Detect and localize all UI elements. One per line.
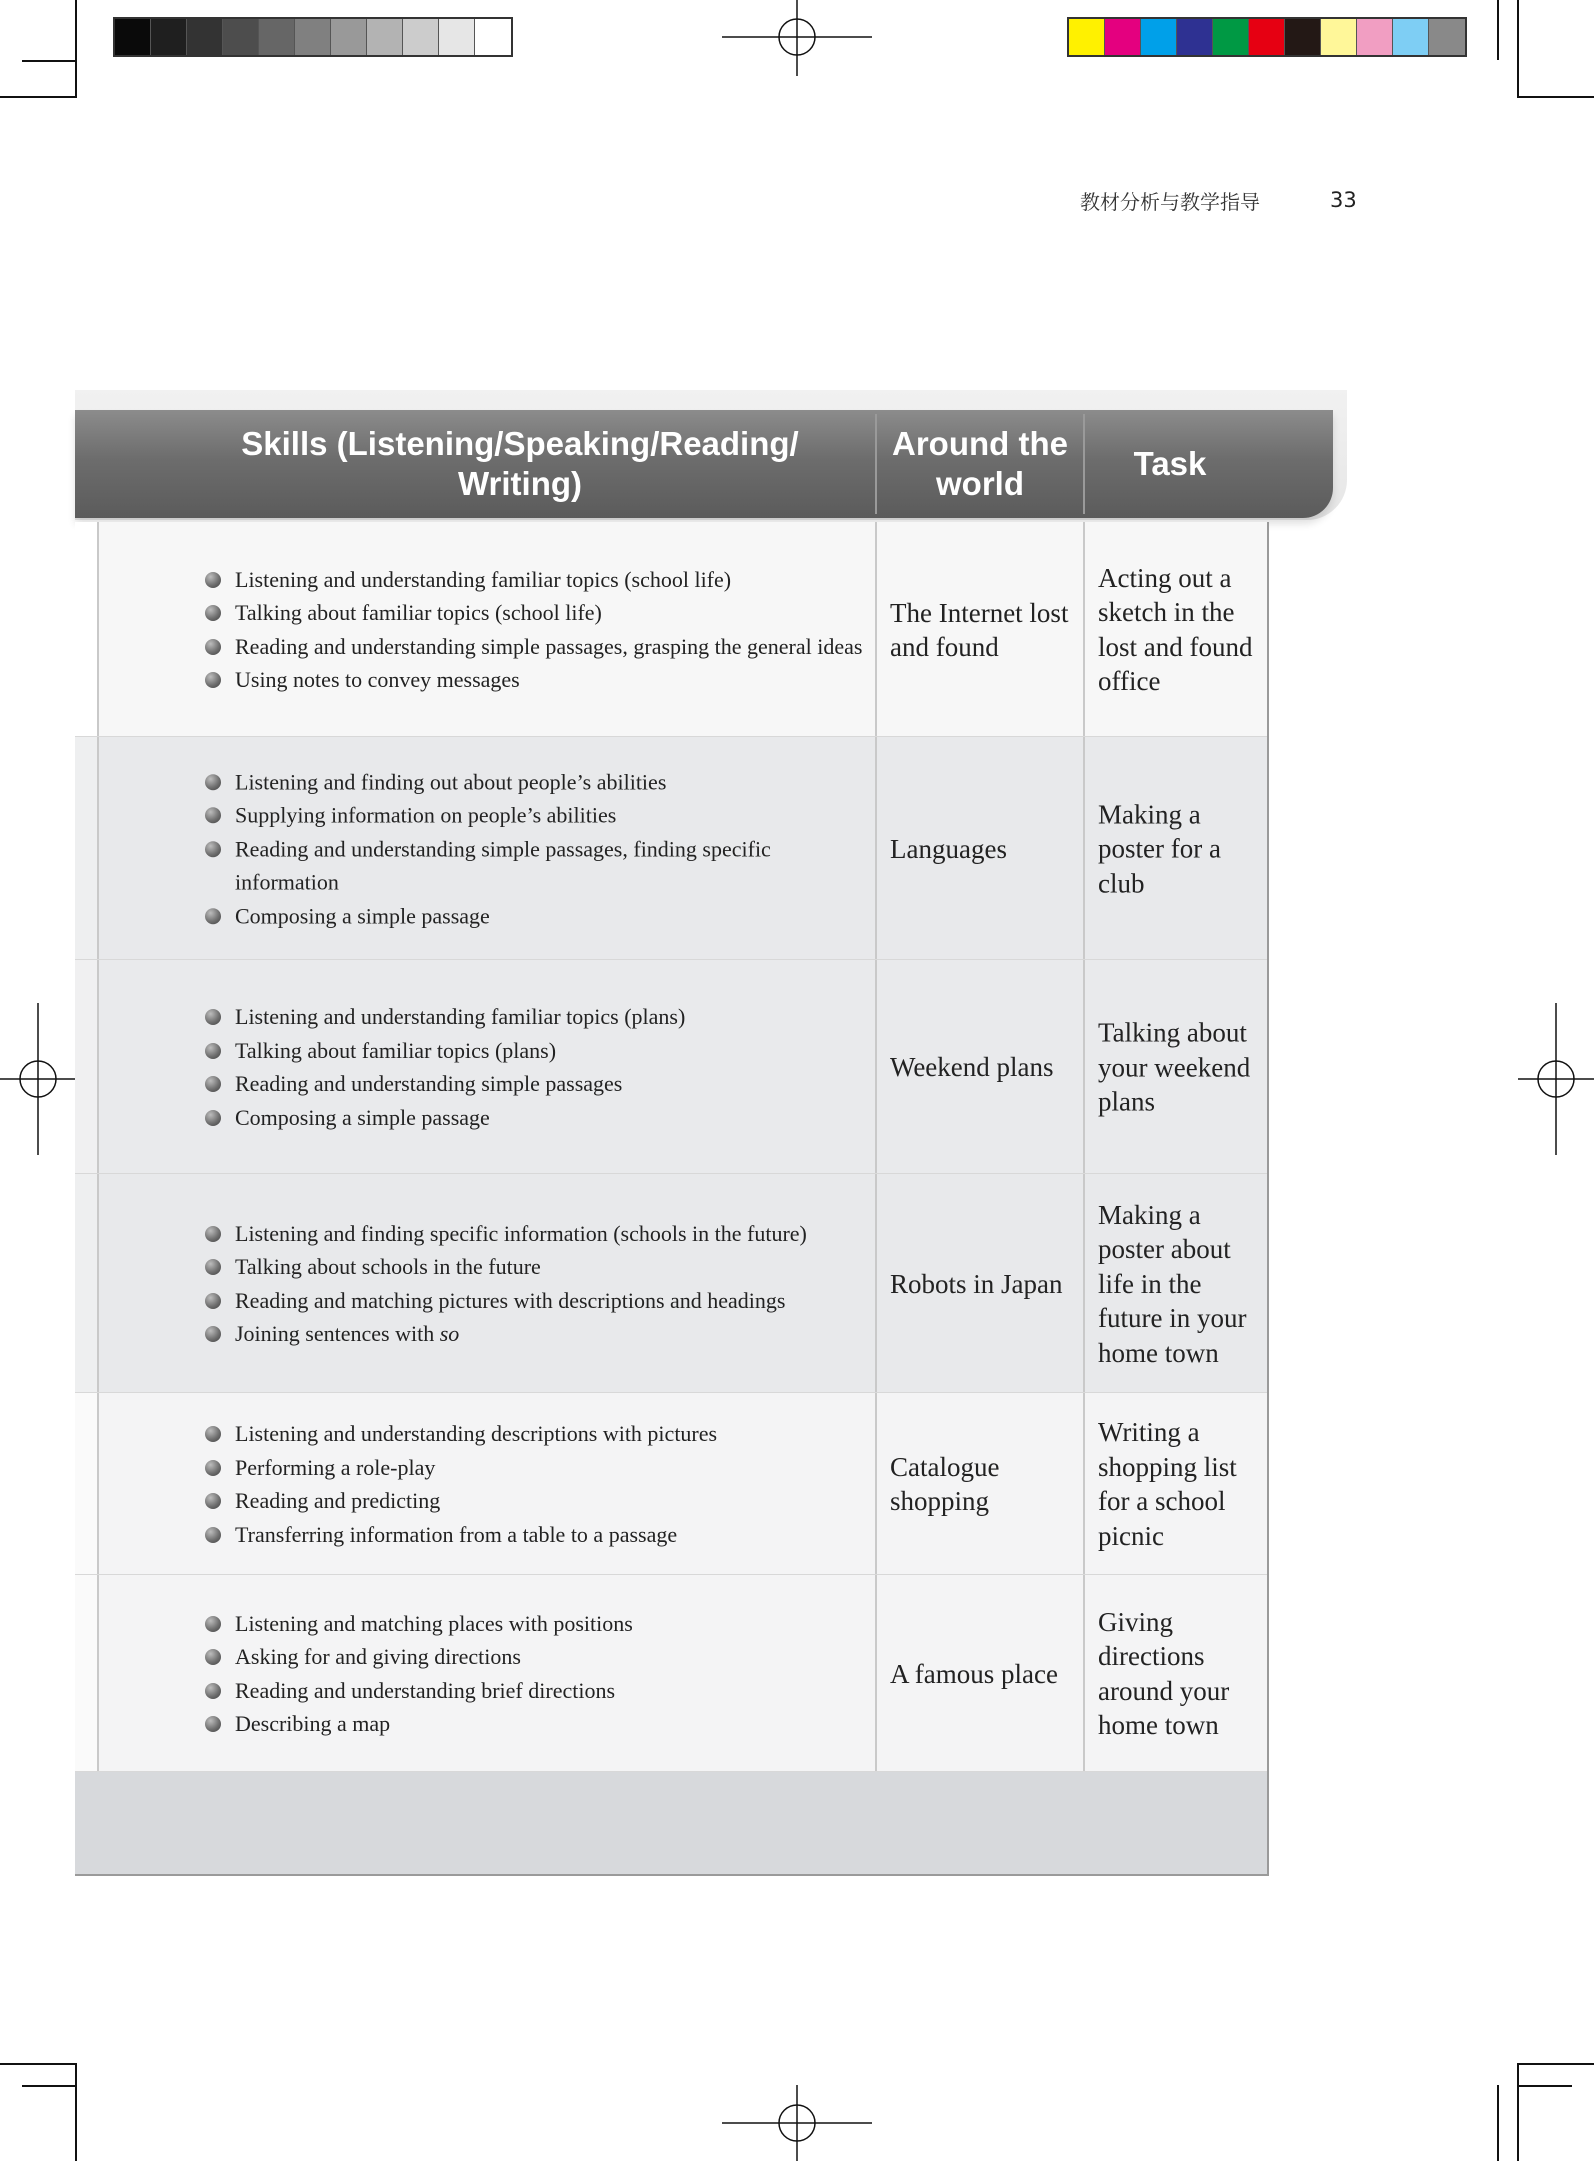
color-swatch — [1393, 19, 1429, 55]
bullet-icon — [205, 605, 221, 621]
gray-swatch — [259, 19, 295, 55]
table-row — [75, 1393, 1267, 1575]
skill-item — [205, 630, 865, 664]
skill-item — [205, 1451, 865, 1485]
gray-swatch — [223, 19, 259, 55]
skill-text: Listening and understanding descriptions with pictures — [235, 1421, 718, 1446]
around-the-world-cell: A famous place — [890, 1658, 1058, 1689]
row-margin — [75, 960, 97, 1174]
bullet-icon — [205, 1716, 221, 1732]
skill-item — [205, 596, 865, 630]
skill-text: Describing a map — [235, 1711, 391, 1736]
cell-divider — [97, 1393, 99, 1575]
task-cell: Talking about your weekend plans — [1098, 1017, 1251, 1117]
bullet-icon — [205, 1259, 221, 1275]
cell-divider — [97, 522, 99, 737]
skill-text: Joining sentences with so — [235, 1321, 460, 1346]
skill-item — [205, 1417, 865, 1451]
skill-text: Listening and understanding familiar topics (school life) — [235, 566, 732, 592]
color-swatch — [1069, 19, 1105, 55]
cell-divider — [875, 737, 877, 960]
skill-item — [205, 798, 865, 832]
skill-item — [205, 1000, 865, 1034]
cell-divider — [75, 1771, 1267, 1772]
color-swatch — [1249, 19, 1285, 55]
color-swatch — [1177, 19, 1213, 55]
skill-item — [205, 1101, 865, 1135]
bullet-icon — [205, 841, 221, 857]
skills-list — [205, 1000, 865, 1134]
emphasis: so — [439, 1321, 460, 1346]
task-cell: Writing a shopping list for a school picnic — [1098, 1417, 1237, 1551]
skill-text: Using notes to convey messages — [235, 667, 520, 692]
cell-divider — [875, 1575, 877, 1772]
color-swatch — [1357, 19, 1393, 55]
bullet-icon — [205, 572, 221, 588]
skill-item — [205, 1284, 865, 1318]
registration-mark-bottom — [722, 2085, 872, 2161]
skill-text: Listening and matching places with positions — [235, 1610, 633, 1636]
row-margin — [75, 522, 97, 737]
row-margin — [75, 737, 97, 960]
cell-divider — [1083, 1174, 1085, 1393]
gray-swatch — [439, 19, 475, 55]
header-divider — [1083, 414, 1085, 514]
gray-swatch — [151, 19, 187, 55]
table-row — [75, 522, 1267, 737]
registration-mark-right — [1518, 1003, 1594, 1155]
skill-text: Composing a simple passage — [235, 902, 490, 928]
bullet-icon — [205, 1493, 221, 1509]
task-cell: Making a poster about life in the future in your home town — [1098, 1199, 1247, 1368]
task-cell: Making a poster for a club — [1098, 798, 1221, 898]
cell-divider — [97, 1174, 99, 1393]
gray-swatch — [331, 19, 367, 55]
header-task: Task — [1133, 445, 1207, 482]
registration-mark-top — [722, 0, 872, 76]
bullet-icon — [205, 774, 221, 790]
bullet-icon — [205, 672, 221, 688]
skill-text: Reading and understanding brief directions — [235, 1677, 616, 1703]
bullet-icon — [205, 1426, 221, 1442]
header-around-the-world: Around the world — [892, 425, 1068, 502]
skill-item — [205, 899, 865, 933]
skill-text: Talking about familiar topics (school life) — [235, 600, 602, 625]
header-skills: Skills (Listening/Speaking/Reading/ Writing) — [241, 425, 799, 502]
row-margin — [75, 1575, 97, 1772]
row-margin — [75, 1174, 97, 1393]
gray-swatch — [475, 19, 511, 55]
skill-text: Reading and understanding simple passages, grasping the general ideas — [235, 633, 863, 659]
skill-item — [205, 1707, 865, 1741]
skill-item — [205, 1607, 865, 1641]
color-swatch — [1213, 19, 1249, 55]
gray-swatch — [367, 19, 403, 55]
bullet-icon — [205, 908, 221, 924]
cell-divider — [1083, 1575, 1085, 1772]
task-cell: Acting out a sketch in the lost and found office — [1098, 562, 1253, 696]
skills-list — [205, 765, 865, 933]
skill-text: Reading and understanding simple passages — [235, 1071, 623, 1096]
registration-mark-left — [0, 1003, 76, 1155]
skill-text: Performing a role-play — [235, 1454, 436, 1480]
color-swatch — [1141, 19, 1177, 55]
cell-divider — [875, 522, 877, 737]
cell-divider — [1083, 522, 1085, 737]
skill-item — [205, 1484, 865, 1518]
around-the-world-cell: Robots in Japan — [890, 1268, 1063, 1299]
color-swatch — [1285, 19, 1321, 55]
color-swatch — [1429, 19, 1465, 55]
bullet-icon — [205, 1110, 221, 1126]
around-the-world-cell: Languages — [890, 833, 1007, 864]
bullet-icon — [205, 807, 221, 823]
skill-text: Asking for and giving directions — [235, 1644, 521, 1669]
bullet-icon — [205, 1293, 221, 1309]
skill-item — [205, 1217, 865, 1251]
color-swatch — [1321, 19, 1357, 55]
cell-divider — [1083, 1393, 1085, 1575]
skill-item — [205, 1518, 865, 1552]
cell-divider — [875, 1393, 877, 1575]
bullet-icon — [205, 1076, 221, 1092]
bullet-icon — [205, 1009, 221, 1025]
skill-item — [205, 1034, 865, 1068]
skill-text: Listening and finding out about people’s abilities — [235, 768, 667, 794]
around-the-world-cell: Catalogue shopping — [890, 1452, 1000, 1516]
gray-swatch — [115, 19, 151, 55]
skill-text: Talking about schools in the future — [235, 1254, 541, 1279]
bullet-icon — [205, 1527, 221, 1543]
table-footer-band — [75, 1772, 1267, 1874]
skill-item — [205, 832, 865, 899]
bullet-icon — [205, 1043, 221, 1059]
skill-text: Supplying information on people’s abilities — [235, 802, 617, 828]
bullet-icon — [205, 1683, 221, 1699]
header-divider — [875, 414, 877, 514]
running-head: 教材分析与教学指导 — [1080, 190, 1260, 214]
skill-text: Listening and understanding familiar topics (plans) — [235, 1004, 686, 1029]
around-the-world-cell: The Internet lost and found — [890, 597, 1069, 662]
skill-item — [205, 1250, 865, 1284]
page-number: 33 — [1330, 188, 1357, 212]
bullet-icon — [205, 639, 221, 655]
skills-list — [205, 1417, 865, 1551]
gray-swatch — [403, 19, 439, 55]
table-row — [75, 960, 1267, 1174]
cell-divider — [875, 960, 877, 1174]
table-header — [75, 410, 1333, 518]
skill-text: Transferring information from a table to a passage — [235, 1521, 678, 1547]
row-margin — [75, 1393, 97, 1575]
task-cell: Giving directions around your home town — [1098, 1606, 1230, 1740]
cell-divider — [1083, 737, 1085, 960]
skill-item — [205, 765, 865, 799]
bullet-icon — [205, 1460, 221, 1476]
cell-divider — [875, 1174, 877, 1393]
skills-list — [205, 1217, 865, 1351]
gray-swatch — [187, 19, 223, 55]
bullet-icon — [205, 1616, 221, 1632]
cell-divider — [97, 960, 99, 1174]
color-swatch — [1105, 19, 1141, 55]
table-body — [75, 522, 1269, 1876]
skill-item — [205, 1640, 865, 1674]
grayscale-color-bar — [113, 17, 513, 57]
skill-text: Reading and understanding simple passages, finding specific information — [235, 835, 771, 895]
cell-divider — [1083, 960, 1085, 1174]
bullet-icon — [205, 1326, 221, 1342]
skill-item — [205, 1067, 865, 1101]
table-row — [75, 1575, 1267, 1772]
around-the-world-cell: Weekend plans — [890, 1052, 1054, 1082]
skill-item — [205, 1674, 865, 1708]
cell-divider — [97, 1575, 99, 1772]
bullet-icon — [205, 1226, 221, 1242]
skills-list — [205, 563, 865, 697]
table-row — [75, 1174, 1267, 1393]
skill-item — [205, 563, 865, 597]
skill-item — [205, 1317, 865, 1351]
skill-text: Reading and matching pictures with descriptions and headings — [235, 1287, 786, 1313]
gray-swatch — [295, 19, 331, 55]
skill-text: Talking about familiar topics (plans) — [235, 1037, 557, 1063]
bullet-icon — [205, 1649, 221, 1665]
skills-list — [205, 1607, 865, 1741]
skill-text: Reading and predicting — [235, 1488, 441, 1513]
table-row — [75, 737, 1267, 960]
skill-item — [205, 663, 865, 697]
cell-divider — [97, 737, 99, 960]
process-color-bar — [1067, 17, 1467, 57]
skill-text: Listening and finding specific information (schools in the future) — [235, 1220, 807, 1246]
skill-text: Composing a simple passage — [235, 1104, 490, 1130]
